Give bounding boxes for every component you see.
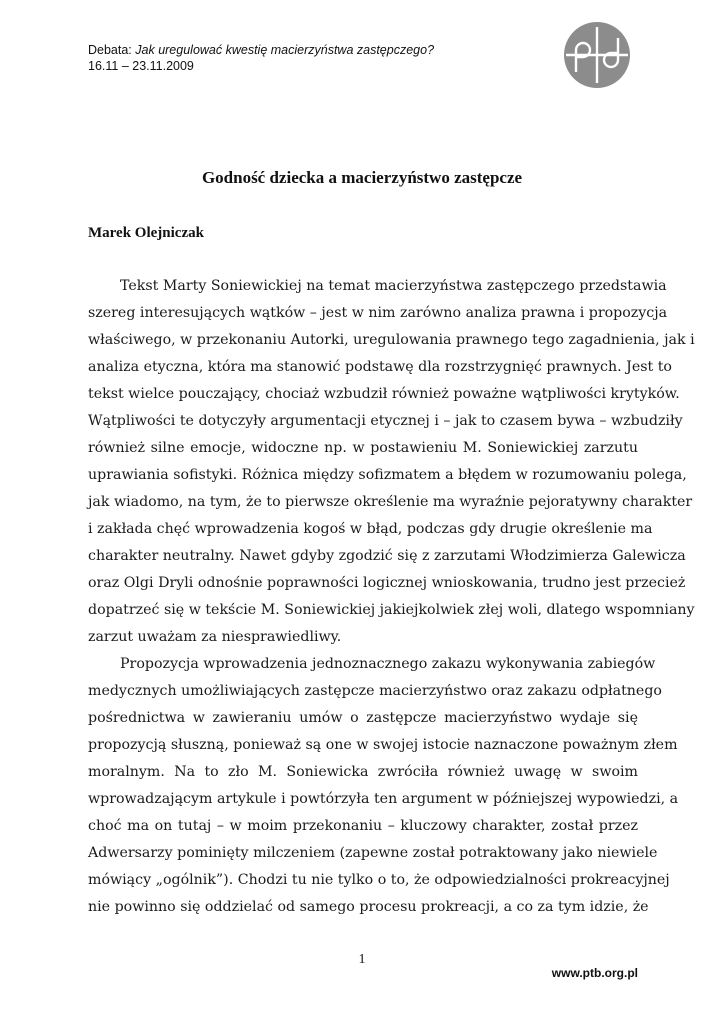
paragraph-2 bbox=[88, 651, 679, 921]
text-line: propozycją słuszną, ponieważ są one w swojej istocie naznaczone poważnym złem bbox=[88, 737, 678, 753]
text-line: uprawiania sofistyki. Różnica między sofizmatem a błędem w rozumowaniu polega, bbox=[88, 467, 687, 483]
text-line: Propozycja wprowadzenia jednoznacznego zakazu wykonywania zabiegów bbox=[120, 656, 656, 672]
text-line: właściwego, w przekonaniu Autorki, uregulowania prawnego tego zagadnienia, jak i bbox=[88, 332, 695, 348]
paragraph-1 bbox=[88, 273, 695, 651]
text-line: Adwersarzy pominięty milczeniem (zapewne został potraktowany jako niewiele bbox=[88, 845, 658, 861]
text-line: analiza etyczna, która ma stanowić podstawę dla rozstrzygnięć prawnych. Jest to bbox=[88, 359, 672, 375]
text-line: nie powinno się oddzielać od samego procesu prokreacji, a co za tym idzie, że bbox=[88, 899, 649, 915]
debate-topic: Jak uregulować kwestię macierzyństwa zastępczego? bbox=[135, 43, 435, 57]
ptb-logo-icon bbox=[562, 20, 632, 90]
debate-label: Debata: bbox=[88, 43, 132, 57]
text-line: zarzut uważam za niesprawiedliwy. bbox=[88, 629, 342, 645]
author-name: Marek Olejniczak bbox=[88, 225, 204, 241]
page-number: 1 bbox=[358, 952, 366, 967]
header bbox=[88, 42, 434, 74]
footer-url[interactable]: www.ptb.org.pl bbox=[551, 966, 638, 980]
text-line: medycznych umożliwiających zastępcze macierzyństwo oraz zakazu odpłatnego bbox=[88, 683, 662, 699]
text-line: i zakłada chęć wprowadzenia kogoś w błąd, podczas gdy drugie określenie ma bbox=[88, 521, 653, 537]
text-line: pośrednictwa w zawieraniu umów o zastępcze macierzyństwo wydaje się bbox=[88, 710, 638, 726]
text-line: Wątpliwości te dotyczyły argumentacji etycznej i – jak to czasem bywa – wzbudziły bbox=[88, 413, 683, 429]
body-text bbox=[88, 273, 695, 921]
text-line: mówiący „ogólnik”). Chodzi tu nie tylko o to, że odpowiedzialności prokreacyjnej bbox=[88, 872, 670, 888]
text-line: również silne emocje, widoczne np. w postawieniu M. Soniewickiej zarzutu bbox=[88, 440, 638, 456]
debate-dates: 16.11 – 23.11.2009 bbox=[88, 59, 194, 73]
text-line: dopatrzeć się w tekście M. Soniewickiej jakiejkolwiek złej woli, dlatego wspomniany bbox=[88, 602, 695, 618]
document-title: Godność dziecka a macierzyństwo zastępcze bbox=[201, 168, 523, 187]
text-line: Tekst Marty Soniewickiej na temat macierzyństwa zastępczego przedstawia bbox=[120, 278, 667, 294]
text-line: oraz Olgi Dryli odnośnie poprawności logicznej wnioskowania, trudno jest przecież bbox=[88, 575, 686, 591]
text-line: szereg interesujących wątków – jest w nim zarówno analiza prawna i propozycja bbox=[88, 305, 668, 321]
text-line: choć ma on tutaj – w moim przekonaniu – kluczowy charakter, został przez bbox=[88, 818, 638, 834]
text-line: charakter neutralny. Nawet gdyby zgodzić się z zarzutami Włodzimierza Galewicza bbox=[88, 548, 686, 564]
text-line: moralnym. Na to zło M. Soniewicka zwróciła również uwagę w swoim bbox=[88, 764, 638, 780]
debate-line bbox=[88, 42, 434, 58]
text-line: wprowadzającym artykule i powtórzyła ten argument w późniejszej wypowiedzi, a bbox=[88, 791, 679, 807]
text-line: tekst wielce pouczający, chociaż wzbudził również poważne wątpliwości krytyków. bbox=[88, 386, 680, 402]
text-line: jak wiadomo, na tym, że to pierwsze określenie ma wyraźnie pejoratywny charakter bbox=[88, 494, 693, 510]
